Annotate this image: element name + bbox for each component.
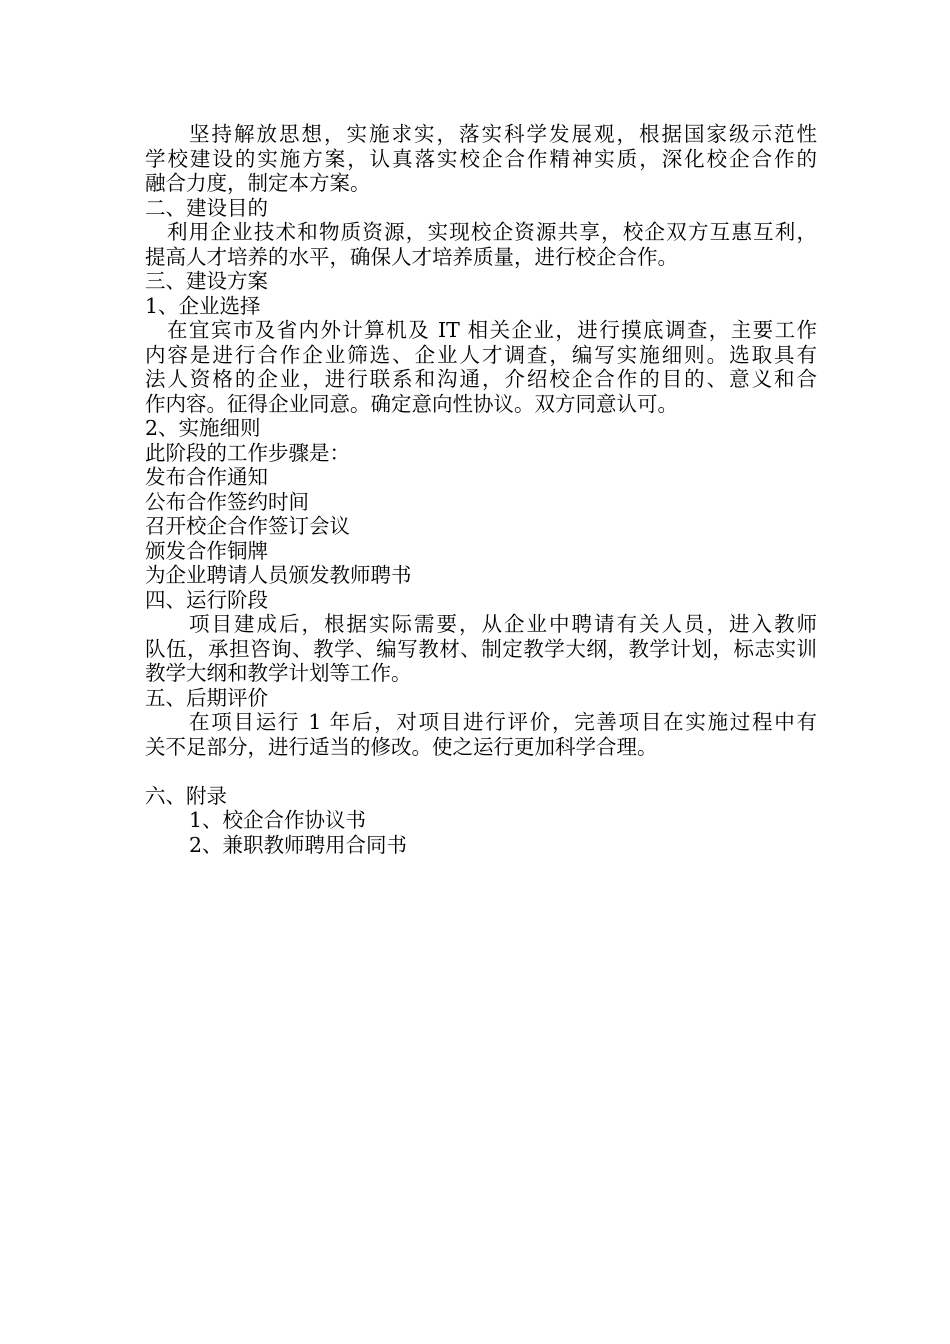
list-item: 为企业聘请人员颁发教师聘书 <box>145 563 412 587</box>
operation-paragraph <box>145 612 817 686</box>
intro-line: 学校建设的实施方案，认真落实校企合作精神实质，深化校企合作的 <box>145 146 817 171</box>
appendix-list <box>145 808 817 857</box>
operation-line: 队伍，承担咨询、教学、编写教材、制定教学大纲，教学计划，标志实训 <box>145 636 817 661</box>
intro-line: 融合力度，制定本方案。 <box>145 171 371 195</box>
company-selection-paragraph <box>145 318 817 416</box>
company-selection-line: 内容是进行合作企业筛选、企业人才调查，编写实施细则。选取具有 <box>145 342 817 367</box>
section-heading-plan: 三、建设方案 <box>145 269 268 293</box>
section-heading-operation: 四、运行阶段 <box>145 587 268 612</box>
evaluation-paragraph <box>145 710 817 759</box>
section-heading-purpose: 二、建设目的 <box>145 195 268 220</box>
purpose-line: 提高人才培养的水平，确保人才培养质量，进行校企合作。 <box>145 244 678 269</box>
list-item: 召开校企合作签订会议 <box>145 514 350 538</box>
subsection-heading-company-selection: 1、企业选择 <box>145 293 261 318</box>
company-selection-line: 作内容。征得企业同意。确定意向性协议。双方同意认可。 <box>145 391 678 416</box>
document-page <box>145 122 817 857</box>
list-item: 2、兼职教师聘用合同书 <box>189 832 408 857</box>
implementation-steps-list <box>145 465 817 588</box>
operation-line: 项目建成后，根据实际需要，从企业中聘请有关人员，进入教师 <box>189 612 817 636</box>
company-selection-line: 法人资格的企业，进行联系和沟通，介绍校企合作的目的、意义和合 <box>145 367 817 391</box>
subsection-heading-implementation: 2、实施细则 <box>145 416 261 440</box>
blank-line <box>145 759 817 784</box>
company-selection-line: 在宜宾市及省内外计算机及 IT 相关企业，进行摸底调查，主要工作 <box>167 318 817 342</box>
intro-line: 坚持解放思想，实施求实，落实科学发展观，根据国家级示范性 <box>189 122 817 146</box>
list-item: 公布合作签约时间 <box>145 489 309 514</box>
list-item: 颁发合作铜牌 <box>145 538 268 563</box>
evaluation-line: 关不足部分，进行适当的修改。使之运行更加科学合理。 <box>145 734 658 759</box>
purpose-line: 利用企业技术和物质资源，实现校企资源共享，校企双方互惠互利， <box>167 220 817 244</box>
list-item: 发布合作通知 <box>145 465 268 489</box>
section-heading-evaluation: 五、后期评价 <box>145 685 268 710</box>
operation-line: 教学大纲和教学计划等工作。 <box>145 661 412 685</box>
implementation-intro: 此阶段的工作步骤是： <box>145 440 350 465</box>
purpose-paragraph <box>145 220 817 269</box>
section-heading-appendix: 六、附录 <box>145 783 227 808</box>
intro-paragraph <box>145 122 817 196</box>
list-item: 1、校企合作协议书 <box>189 808 367 832</box>
evaluation-line: 在项目运行 1 年后，对项目进行评价，完善项目在实施过程中有 <box>189 710 817 734</box>
